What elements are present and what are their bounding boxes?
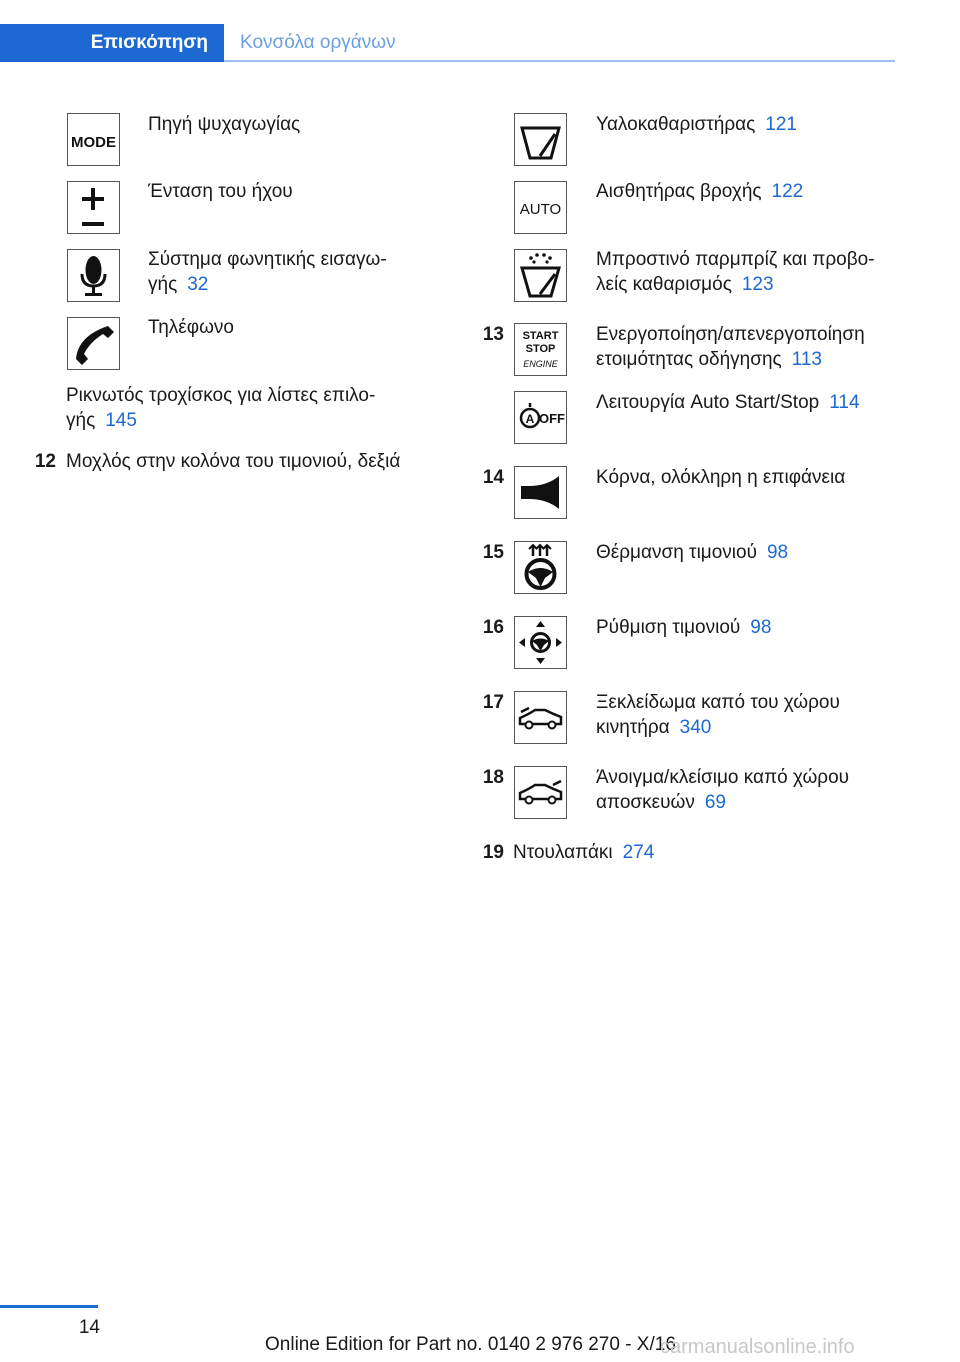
entry-telephone-text: Τηλέφωνο — [148, 317, 234, 338]
entry-right-stalk-text: Μοχλός στην κολόνα του τιμονιού, δεξιά — [66, 451, 401, 472]
page-ref-123[interactable]: 123 — [741, 274, 774, 295]
entry-auto-start-stop-text: Λειτουργία Auto Start/Stop — [596, 392, 820, 413]
page-ref-32[interactable]: 32 — [187, 274, 209, 295]
watermark: carmanualsonline.info — [660, 1336, 855, 1358]
tab-overview[interactable]: Επισκόπηση — [0, 24, 224, 62]
entry-voice-control — [148, 247, 387, 297]
horn-icon — [514, 466, 567, 519]
entry-windscreen-washer — [596, 247, 875, 297]
page-ref-98-adjust[interactable]: 98 — [750, 617, 772, 638]
entry-windscreen-washer-line1: Μπροστινό παρμπρίζ και προβο- — [596, 249, 875, 270]
header-rule — [224, 60, 895, 62]
entry-wiper-text: Υαλοκαθαριστήρας — [596, 114, 756, 135]
entry-number-14: 14 — [482, 467, 504, 488]
page-ref-69[interactable]: 69 — [704, 792, 726, 813]
entry-volume-text: Ένταση του ήχου — [148, 181, 293, 202]
auto-icon — [514, 181, 567, 234]
entry-steering-wheel-heating-text: Θέρμανση τιμονιού — [596, 542, 757, 563]
entry-wiper — [596, 112, 797, 137]
page-ref-145[interactable]: 145 — [105, 410, 137, 431]
start-stop-engine-icon — [514, 323, 567, 376]
entry-thumbwheel — [66, 383, 375, 433]
entry-voice-control-line2: γής — [148, 274, 178, 295]
page-ref-114[interactable]: 114 — [829, 392, 860, 413]
off-label: OFF — [539, 411, 565, 426]
entry-horn-text: Κόρνα, ολόκληρη η επιφάνεια — [596, 467, 846, 488]
entry-tailgate-line1: Άνοιγμα/κλείσιμο καπό χώρου — [596, 767, 850, 788]
entry-horn — [596, 465, 845, 490]
entry-drive-readiness — [596, 322, 865, 372]
entry-thumbwheel-line2: γής — [66, 410, 96, 431]
entry-entertainment-source-text: Πηγή ψυχαγωγίας — [148, 114, 301, 135]
entry-windscreen-washer-line2: λείς καθαρισμός — [596, 274, 732, 295]
entry-drive-readiness-line2: ετοιμότητας οδήγησης — [596, 349, 782, 370]
mode-icon — [67, 113, 120, 166]
entry-steering-wheel-heating — [596, 540, 788, 565]
page-ref-98-heating[interactable]: 98 — [766, 542, 789, 563]
volume-plus-minus-icon — [67, 181, 120, 234]
auto-icon-label: AUTO — [519, 201, 562, 218]
engine-label: ENGINE — [523, 359, 558, 369]
bonnet-release-icon — [514, 691, 567, 744]
edition-note: Online Edition for Part no. 0140 2 976 270 - X/16 — [265, 1334, 676, 1355]
washer-icon — [514, 249, 567, 302]
page-ref-340[interactable]: 340 — [679, 717, 712, 738]
entry-drive-readiness-line1: Ενεργοποίηση/απενεργοποίηση — [596, 324, 865, 345]
steering-wheel-adjust-icon — [514, 616, 567, 669]
steering-wheel-heating-icon — [514, 541, 567, 594]
stop-label: STOP — [525, 343, 556, 355]
entry-auto-start-stop — [596, 390, 860, 415]
entry-voice-control-line1: Σύστημα φωνητικής εισαγω- — [148, 249, 387, 270]
entry-number-16: 16 — [482, 617, 504, 638]
entry-number-17: 17 — [482, 692, 504, 713]
entry-steering-wheel-adjust-text: Ρύθμιση τιμονιού — [596, 617, 741, 638]
wiper-icon — [514, 113, 567, 166]
mode-icon-label: MODE — [71, 134, 116, 151]
entry-number-18: 18 — [482, 767, 504, 788]
svg-text:A: A — [525, 412, 535, 426]
entry-glove-box-text: Ντουλαπάκι — [513, 842, 613, 863]
entry-rain-sensor-text: Αισθητήρας βροχής — [596, 181, 762, 202]
page-ref-122[interactable]: 122 — [771, 181, 804, 202]
entry-tailgate-line2: αποσκευών — [596, 792, 695, 813]
phone-icon — [67, 317, 120, 370]
auto-start-stop-off-icon — [514, 391, 567, 444]
tailgate-icon — [514, 766, 567, 819]
entry-glove-box — [513, 840, 654, 865]
entry-volume — [148, 179, 293, 204]
entry-number-19: 19 — [482, 842, 504, 863]
entry-tailgate — [596, 765, 849, 815]
page-ref-113[interactable]: 113 — [791, 349, 822, 370]
entry-number-13: 13 — [482, 324, 504, 345]
header-tabs — [0, 24, 895, 62]
entry-right-stalk — [66, 449, 400, 474]
entry-bonnet-release-line1: Ξεκλείδωμα καπό του χώρου — [596, 692, 840, 713]
page-ref-121[interactable]: 121 — [765, 114, 797, 135]
entry-bonnet-release-line2: κινητήρα — [596, 717, 670, 738]
tab-instrument-console[interactable]: Κονσόλα οργάνων — [240, 32, 396, 53]
entry-entertainment-source — [148, 112, 300, 137]
footer-rule — [0, 1305, 98, 1308]
entry-telephone — [148, 315, 234, 340]
entry-number-12: 12 — [34, 451, 56, 472]
start-label: START — [522, 330, 559, 342]
page-number: 14 — [78, 1317, 100, 1338]
entry-rain-sensor — [596, 179, 803, 204]
voice-control-icon — [67, 249, 120, 302]
page-ref-274[interactable]: 274 — [622, 842, 655, 863]
entry-steering-wheel-adjust — [596, 615, 771, 640]
entry-number-15: 15 — [482, 542, 504, 563]
entry-thumbwheel-line1: Ρικνωτός τροχίσκος για λίστες επιλο- — [66, 385, 376, 406]
entry-bonnet-release — [596, 690, 840, 740]
